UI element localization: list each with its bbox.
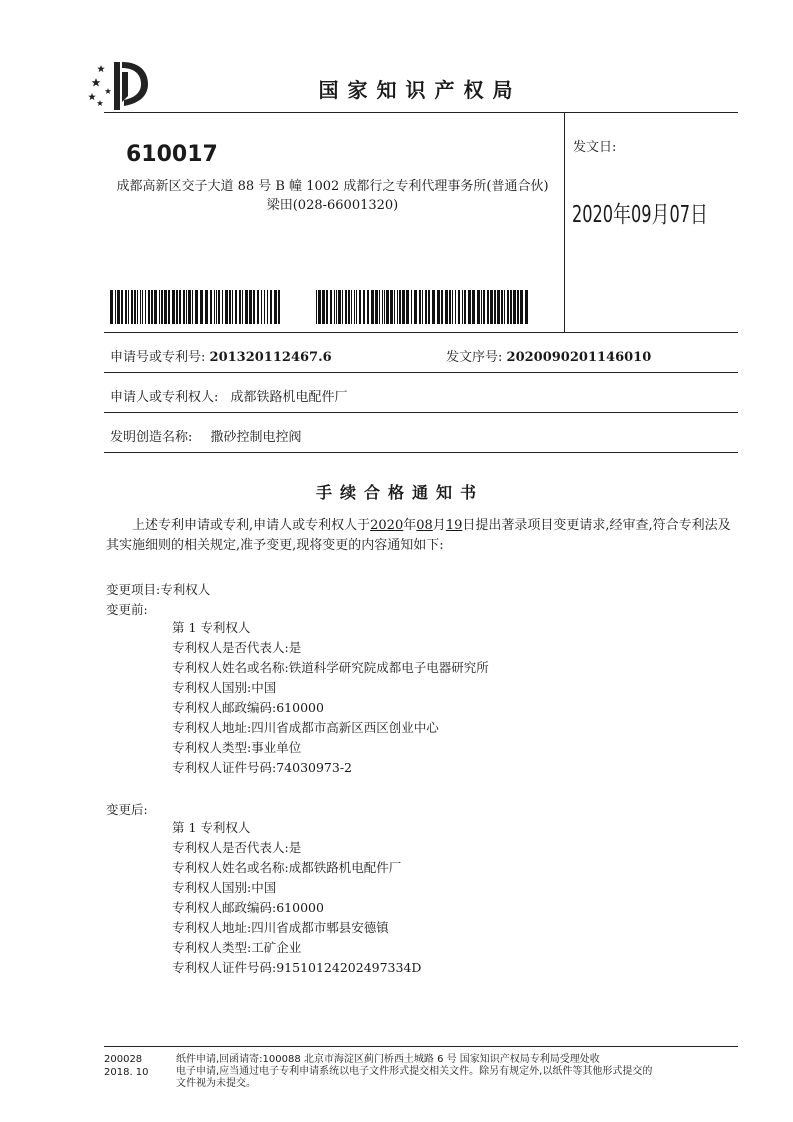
- barcode-bar: [351, 290, 352, 324]
- after-line: 专利权人类型:工矿企业: [172, 940, 302, 955]
- barcode-bar: [261, 290, 262, 324]
- dispatch-serial-row: [446, 346, 651, 365]
- barcode-bar: [437, 290, 440, 324]
- barcode-bar: [137, 290, 138, 324]
- barcode-bar: [399, 290, 401, 324]
- barcode-bar: [477, 290, 480, 324]
- barcode-bar: [318, 290, 321, 324]
- office-title: 国家知识产权局: [318, 78, 522, 102]
- barcode-bar: [458, 290, 460, 324]
- barcode-bar: [414, 290, 417, 324]
- barcode-bar: [242, 290, 243, 324]
- form-date: 2018. 10: [104, 1067, 149, 1078]
- dispatch-serial-value: 2020090201146010: [506, 350, 652, 365]
- before-line: 专利权人邮政编码:610000: [172, 700, 324, 715]
- after-line: 专利权人姓名或名称:成都铁路机电配件厂: [172, 860, 402, 875]
- before-line: 专利权人类型:事业单位: [172, 740, 302, 755]
- barcode-bar: [384, 290, 385, 324]
- barcode-bar: [501, 290, 503, 324]
- before-line: 专利权人地址:四川省成都市高新区西区创业中心: [172, 720, 439, 735]
- barcode-bar: [455, 290, 456, 324]
- cnipa-logo-icon: [88, 60, 150, 112]
- barcode-bar: [406, 290, 409, 324]
- barcode-bar: [316, 290, 317, 324]
- header-divider: [564, 112, 565, 332]
- barcode-bar: [525, 290, 528, 324]
- barcode-bar: [441, 290, 443, 324]
- row-rule-2: [104, 412, 738, 413]
- barcode-bar: [195, 290, 198, 324]
- barcode-bar: [379, 290, 380, 324]
- barcode-bar: [121, 290, 123, 324]
- header-bottom-rule: [104, 332, 738, 333]
- barcode-bar: [142, 290, 143, 324]
- barcode-bar: [487, 290, 489, 324]
- dispatch-serial-label: 发文序号:: [446, 350, 503, 365]
- applicant-label: 申请人或专利权人:: [110, 390, 219, 405]
- request-year: 2020: [370, 518, 404, 533]
- invention-row: [110, 426, 302, 445]
- applicant-value: 成都铁路机电配件厂: [230, 390, 348, 405]
- barcode-bar: [134, 290, 136, 324]
- barcode-bar: [326, 290, 328, 324]
- barcode-bar: [270, 290, 272, 324]
- form-code: 200028: [104, 1054, 143, 1065]
- before-line: 专利权人国别:中国: [172, 680, 277, 695]
- barcode-bar: [504, 290, 505, 324]
- barcode-bar: [188, 290, 191, 324]
- barcode-bar: [330, 290, 332, 324]
- barcode-bar: [172, 290, 175, 324]
- request-day: 19: [445, 518, 463, 533]
- barcode-bar: [183, 290, 185, 324]
- barcode-bar: [449, 290, 451, 324]
- barcode-bar: [210, 290, 212, 324]
- after-line: 专利权人证件号码:91510124202497334D: [172, 960, 422, 975]
- barcode-bar: [151, 290, 153, 324]
- barcode-bar: [394, 290, 395, 324]
- row-rule-1: [104, 372, 738, 373]
- barcode-bar: [131, 290, 133, 324]
- footer-rule: [104, 1046, 738, 1047]
- barcode-bar: [322, 290, 325, 324]
- before-line: 专利权人是否代表人:是: [172, 640, 302, 655]
- barcode-bar: [411, 290, 412, 324]
- barcode-bar: [390, 290, 393, 324]
- barcode-bar: [336, 290, 337, 324]
- barcode-bar: [214, 290, 215, 324]
- before-line: 第 1 专利权人: [172, 620, 251, 635]
- after-label: 变更后:: [106, 802, 148, 817]
- recipient-contact: 梁田(028-66001320): [266, 198, 399, 213]
- barcode-bar: [267, 290, 268, 324]
- barcode-bar: [452, 290, 453, 324]
- dispatch-date-label: 发文日:: [573, 140, 617, 155]
- barcode-bar: [497, 290, 500, 324]
- barcode-bar: [216, 290, 217, 324]
- barcode-bar: [397, 290, 398, 324]
- barcode-bar: [161, 290, 163, 324]
- barcode-left: [110, 290, 282, 324]
- barcode-bar: [249, 290, 252, 324]
- intro-text-b: 年: [403, 518, 417, 533]
- barcode-bar: [338, 290, 341, 324]
- recipient-postcode: 610017: [126, 142, 218, 167]
- barcode-bar: [145, 290, 146, 324]
- notice-title: 手续合格通知书: [315, 483, 484, 502]
- barcode-bar: [371, 290, 374, 324]
- barcode-bar: [354, 290, 355, 324]
- footer-line-1: 纸件申请,回函请寄:100088 北京市海淀区蓟门桥西土城路 6 号 国家知识产权局专利局受理处收: [176, 1054, 600, 1065]
- barcode-bar: [164, 290, 167, 324]
- barcode-bar: [345, 290, 347, 324]
- barcode-bar: [159, 290, 160, 324]
- header-top-rule: [104, 112, 738, 113]
- barcode-bar: [125, 290, 127, 324]
- barcode-bar: [154, 290, 157, 324]
- application-number-value: 201320112467.6: [209, 350, 332, 365]
- barcode-bar: [235, 290, 237, 324]
- barcode-bar: [348, 290, 350, 324]
- barcode-bar: [432, 290, 435, 324]
- intro-text-d: 日提出著录项目变更请求,经审查,符合专利法及其实施细则的相关规定,准予变更,现将变更的内容通知如下:: [106, 518, 731, 553]
- barcode-bar: [490, 290, 493, 324]
- barcode-bar: [200, 290, 203, 324]
- barcode-bar: [225, 290, 228, 324]
- barcode-bar: [382, 290, 383, 324]
- barcode-bar: [428, 290, 430, 324]
- barcode-bar: [520, 290, 523, 324]
- barcode-bar: [386, 290, 389, 324]
- intro-text-c: 月: [432, 518, 446, 533]
- barcode-bar: [513, 290, 516, 324]
- barcode-bar: [229, 290, 231, 324]
- intro-text-a: 上述专利申请或专利,申请人或专利权人于: [132, 518, 371, 533]
- dispatch-date-value: 2020年09月07日: [572, 202, 708, 228]
- barcode-bar: [179, 290, 181, 324]
- barcode-bar: [115, 290, 116, 324]
- footer-line-2: 电子申请,应当通过电子专利申请系统以电子文件形式提交相关文件。除另有规定外,以纸件等其他形式提交的: [176, 1066, 653, 1077]
- barcode-bar: [334, 290, 335, 324]
- application-number-label: 申请号或专利号:: [110, 350, 206, 365]
- notice-intro: [106, 516, 736, 556]
- request-month: 08: [416, 518, 433, 533]
- recipient-address-block: [110, 177, 555, 215]
- barcode-bar: [367, 290, 369, 324]
- barcode-bar: [402, 290, 405, 324]
- barcode-bar: [483, 290, 485, 324]
- footer-notes: [176, 1054, 742, 1090]
- barcode-bar: [117, 290, 120, 324]
- application-number-row: [110, 346, 332, 365]
- barcode-bar: [222, 290, 223, 324]
- barcode-bar: [425, 290, 427, 324]
- barcode-bar: [168, 290, 170, 324]
- after-line: 专利权人邮政编码:610000: [172, 900, 324, 915]
- barcode-bar: [468, 290, 471, 324]
- barcode-bar: [359, 290, 361, 324]
- barcode-bar: [342, 290, 343, 324]
- barcode-bar: [186, 290, 187, 324]
- barcode-bar: [510, 290, 512, 324]
- barcode-bar: [205, 290, 208, 324]
- barcode-bar: [419, 290, 421, 324]
- barcode-bar: [375, 290, 378, 324]
- barcode-bar: [176, 290, 178, 324]
- barcode-bar: [148, 290, 150, 324]
- barcode-bar: [462, 290, 463, 324]
- applicant-row: [110, 386, 348, 405]
- before-list: [172, 618, 489, 778]
- barcode-bar: [245, 290, 248, 324]
- barcode-bar: [422, 290, 423, 324]
- barcode-bar: [472, 290, 475, 324]
- invention-label: 发明创造名称:: [110, 430, 193, 445]
- barcode-bar: [253, 290, 255, 324]
- barcode-bar: [264, 290, 265, 324]
- barcode-bar: [464, 290, 466, 324]
- barcode-bar: [218, 290, 220, 324]
- row-rule-3: [104, 452, 738, 453]
- barcode-bar: [481, 290, 482, 324]
- barcode-bar: [128, 290, 129, 324]
- footer-line-3: 文件视为未提交。: [176, 1078, 256, 1089]
- barcode-bar: [274, 290, 277, 324]
- after-line: 专利权人是否代表人:是: [172, 840, 302, 855]
- recipient-address: 成都高新区交子大道 88 号 B 幢 1002 成都行之专利代理事务所(普通合伙): [116, 179, 549, 194]
- change-item: 变更项目:专利权人: [106, 582, 211, 597]
- barcode-right: [316, 290, 528, 324]
- after-line: 第 1 专利权人: [172, 820, 251, 835]
- after-line: 专利权人国别:中国: [172, 880, 277, 895]
- barcode-bar: [445, 290, 448, 324]
- before-line: 专利权人证件号码:74030973-2: [172, 760, 353, 775]
- barcode-bar: [110, 290, 113, 324]
- barcode-bar: [507, 290, 509, 324]
- barcode-bar: [140, 290, 141, 324]
- barcode-bar: [278, 290, 280, 324]
- barcode-bar: [494, 290, 496, 324]
- after-list: [172, 818, 421, 978]
- barcode-bar: [363, 290, 365, 324]
- barcode-bar: [239, 290, 241, 324]
- after-line: 专利权人地址:四川省成都市郫县安德镇: [172, 920, 389, 935]
- barcode-bar: [192, 290, 193, 324]
- barcode-bar: [257, 290, 259, 324]
- invention-value: 撒砂控制电控阀: [210, 430, 302, 445]
- before-line: 专利权人姓名或名称:铁道科学研究院成都电子电器研究所: [172, 660, 489, 675]
- before-label: 变更前:: [106, 602, 148, 617]
- barcode-bar: [356, 290, 357, 324]
- barcode-bar: [232, 290, 233, 324]
- barcode-bar: [517, 290, 519, 324]
